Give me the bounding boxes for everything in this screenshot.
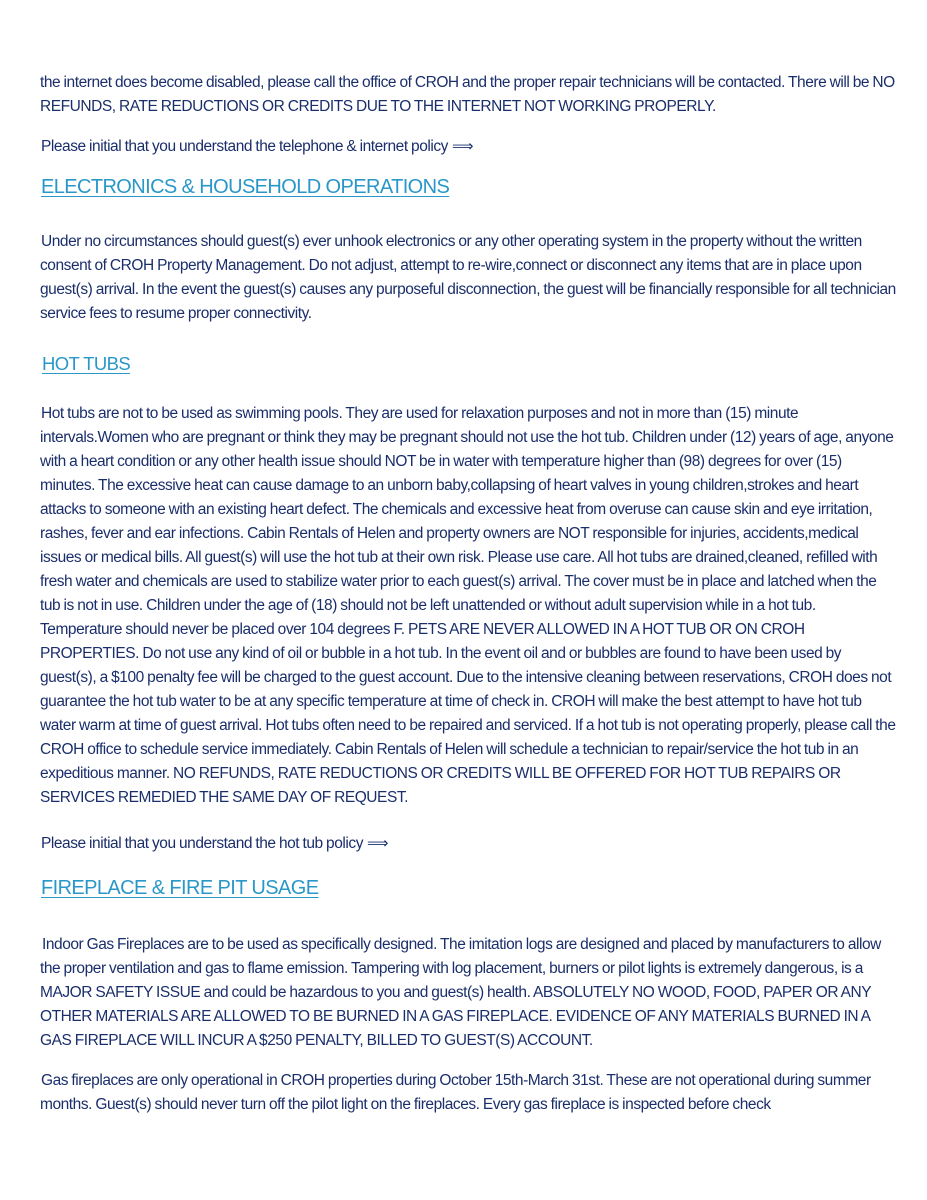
electronics-policy-paragraph: Under no circumstances should guest(s) ever unhook electronics or any other operating system in the property without the written consent of CROH Property Management. Do not adjust, attempt to re-wire,connect or disconnect any items that are in place upon guest(s) arrival. In the event the guest(s) causes any purposeful disconnection, the guest will be financially responsible for all technician service fees to resume proper connectivity. bbox=[40, 233, 896, 322]
gas-fireplace-season-paragraph: Gas fireplaces are only operational in CROH properties during October 15th-March 31st. These are not operational during summer months. Guest(s) should never turn off the pilot light on the fireplaces. Every gas fireplace is inspected before check bbox=[40, 1072, 871, 1113]
hot-tubs-heading[interactable]: HOT TUBS bbox=[42, 353, 131, 374]
gas-fireplace-rules-paragraph: Indoor Gas Fireplaces are to be used as specifically designed. The imitation logs are designed and placed by manufacturers to allow the proper ventilation and gas to flame emission. Tampering with log placement, burners or pilot lights is extremely dangerous, is a MAJOR SAFETY ISSUE and could be hazardous to you and guest(s) health. ABSOLUTELY NO WOOD, FOOD, PAPER OR ANY OTHER MATERIALS ARE ALLOWED TO BE BURNED IN A GAS FIREPLACE. EVIDENCE OF ANY MATERIALS BURNED IN A GAS FIREPLACE WILL INCUR A $250 PENALTY, BILLED TO GUEST(S) ACCOUNT. bbox=[40, 936, 881, 1049]
hot-tub-policy-paragraph: Hot tubs are not to be used as swimming pools. They are used for relaxation purposes and not in more than (15) minute intervals.Women who are pregnant or think they may be pregnant should not use the hot tub. Children under (12) years of age, anyone with a heart condition or any other health issue should NOT be in water with temperature higher than (98) degrees for over (15) minutes. The excessive heat can cause damage to an unborn baby,collapsing of heart valves in young children,strokes and heart attacks to someone with an existing heart defect. The chemicals and excessive heat from overuse can cause skin and eye irritation, rashes, fever and ear infections. Cabin Rentals of Helen and property owners are NOT responsible for injuries, accidents,medical issues or medical bills. All guest(s) will use the hot tub at their own risk. Please use care. All hot tubs are drained,cleaned, refilled with fresh water and chemicals are used to stabilize water prior to each guest(s) arrival. The cover must be in place and latched when the tub is not in use. Children under the age of (18) should not be left unattended or without adult supervision while in a hot tub. Temperature should never be placed over 104 degrees F. PETS ARE NEVER ALLOWED IN A HOT TUB OR ON CROH PROPERTIES. Do not use any kind of oil or bubble in a hot tub. In the event oil and or bubbles are found to have been used by guest(s), a $100 penalty fee will be charged to the guest account. Due to the intensive cleaning between reservations, CROH does not guarantee the hot tub water to be at any specific temperature at time of check in. CROH will make the best attempt to have hot tub water warm at time of guest arrival. Hot tubs often need to be repaired and serviced. If a hot tub is not operating properly, please call the CROH office to schedule service immediately. Cabin Rentals of Helen will schedule a technician to repair/service the hot tub in an expeditious manner. NO REFUNDS, RATE REDUCTIONS OR CREDITS WILL BE OFFERED FOR HOT TUB REPAIRS OR SERVICES REMEDIED THE SAME DAY OF REQUEST. bbox=[40, 405, 896, 806]
hot-tub-initial-line bbox=[41, 831, 897, 856]
electronics-household-heading[interactable]: ELECTRONICS & HOUSEHOLD OPERATIONS bbox=[41, 176, 450, 198]
fireplace-fire-pit-heading[interactable]: FIREPLACE & FIRE PIT USAGE bbox=[41, 877, 319, 899]
telephone-internet-initial-line bbox=[41, 134, 897, 159]
telephone-internet-initial-text: Please initial that you understand the telephone & internet policy bbox=[41, 138, 448, 155]
internet-policy-continuation: the internet does become disabled, please call the office of CROH and the proper repair technicians will be contacted. There will be NO REFUNDS, RATE REDUCTIONS OR CREDITS DUE TO THE INTERNET NOT WORKING PROPERLY. bbox=[40, 74, 895, 115]
right-double-arrow-icon: ⟹ bbox=[451, 137, 474, 155]
hot-tub-initial-text: Please initial that you understand the hot tub policy bbox=[41, 835, 363, 852]
right-double-arrow-icon: ⟹ bbox=[367, 834, 389, 852]
